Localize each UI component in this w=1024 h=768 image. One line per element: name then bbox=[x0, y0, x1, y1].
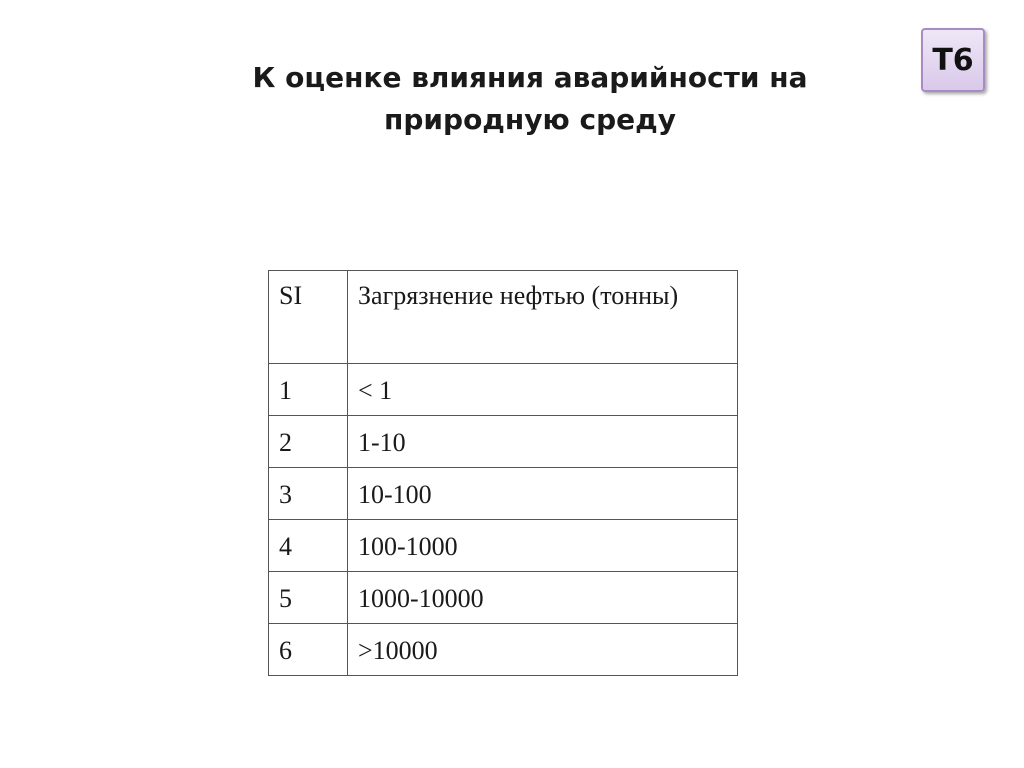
cell-pollution-value: >10000 bbox=[348, 624, 738, 676]
oil-pollution-table bbox=[268, 270, 738, 676]
slide-title-line-1: К оценке влияния аварийности на bbox=[252, 61, 808, 94]
cell-si: 4 bbox=[269, 520, 348, 572]
table-row bbox=[269, 520, 738, 572]
cell-pollution-value: 1000-10000 bbox=[348, 572, 738, 624]
cell-pollution-value: < 1 bbox=[348, 364, 738, 416]
table-row bbox=[269, 572, 738, 624]
table-header-row bbox=[269, 271, 738, 364]
table-row bbox=[269, 624, 738, 676]
table-row bbox=[269, 364, 738, 416]
slide-title bbox=[150, 57, 910, 141]
cell-si: 2 bbox=[269, 416, 348, 468]
table-row bbox=[269, 468, 738, 520]
table-row bbox=[269, 416, 738, 468]
header-si: SI bbox=[269, 271, 348, 364]
cell-pollution-value: 10-100 bbox=[348, 468, 738, 520]
cell-si: 6 bbox=[269, 624, 348, 676]
cell-pollution-value: 100-1000 bbox=[348, 520, 738, 572]
slide-title-line-2: природную среду bbox=[384, 103, 676, 136]
cell-si: 5 bbox=[269, 572, 348, 624]
cell-si: 3 bbox=[269, 468, 348, 520]
cell-si: 1 bbox=[269, 364, 348, 416]
header-oil-pollution: Загрязнение нефтью (тонны) bbox=[348, 271, 738, 364]
slide-number-badge: Т6 bbox=[921, 28, 985, 92]
cell-pollution-value: 1-10 bbox=[348, 416, 738, 468]
